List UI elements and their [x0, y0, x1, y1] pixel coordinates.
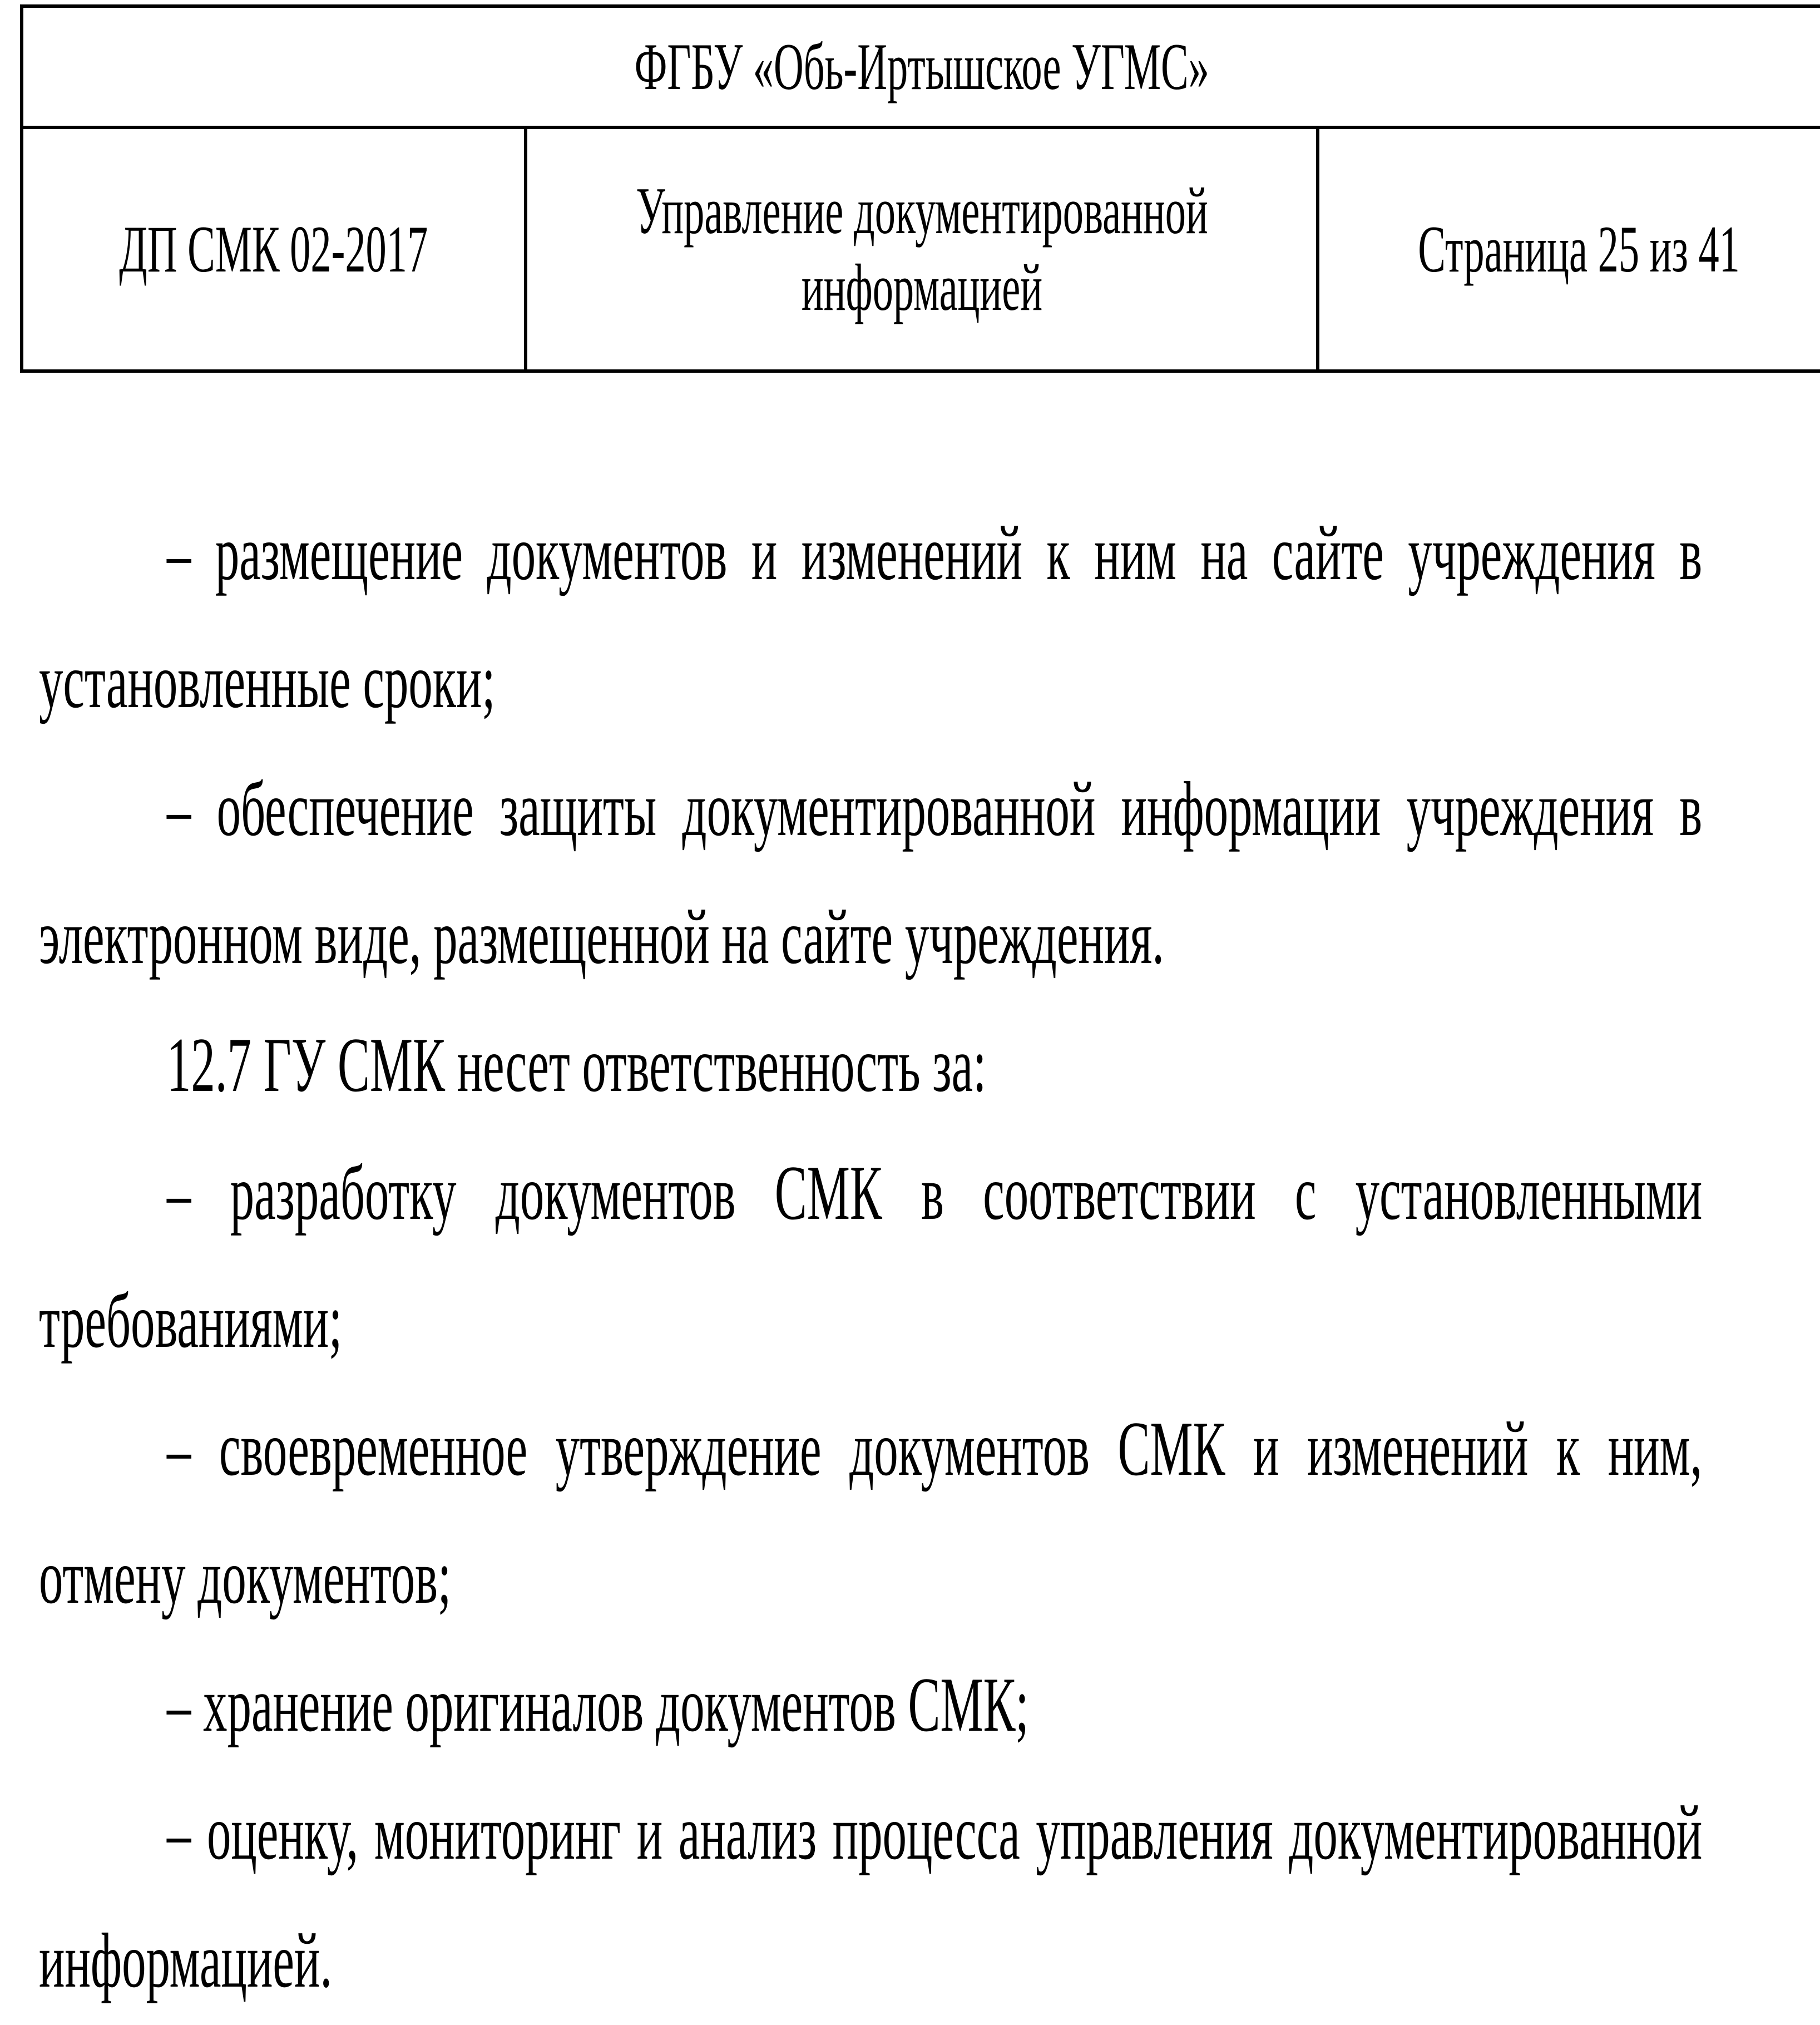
paragraph: – оценку, мониторинг и анализ процесса управления документированной информацией.	[39, 1790, 1703, 2004]
paragraph: – обеспечение защиты документированной информации учреждения в электронном виде, размещенной на сайте учреждения.	[39, 766, 1703, 980]
paragraph: – размещение документов и изменений к ним на сайте учреждения в установленные сроки;	[39, 510, 1703, 724]
section-heading: 12.7 ГУ СМК несет ответственность за:	[167, 1022, 987, 1108]
header-meta-row	[22, 127, 1820, 371]
paragraph: – разработку документов СМК в соответствии с установленными требованиями;	[39, 1150, 1703, 1364]
page-number: Страница 25 из 41	[1418, 212, 1740, 286]
page-number-cell	[1318, 127, 1820, 371]
paragraph: – своевременное утверждение документов СМК и изменений к ним, отмену документов;	[39, 1406, 1703, 1620]
doc-code-cell	[22, 127, 526, 371]
header-org-row	[22, 6, 1820, 127]
document-body	[39, 490, 1702, 2025]
document-header-table	[20, 4, 1820, 373]
organization-name: ФГБУ «Обь-Иртышское УГМС»	[634, 29, 1209, 103]
organization-cell	[22, 6, 1820, 127]
paragraph: – хранение оригиналов документов СМК;	[167, 1662, 1029, 1748]
document-code: ДП СМК 02-2017	[119, 212, 428, 286]
document-title: Управление документированной информацией	[635, 174, 1208, 324]
doc-title-cell	[526, 127, 1318, 371]
